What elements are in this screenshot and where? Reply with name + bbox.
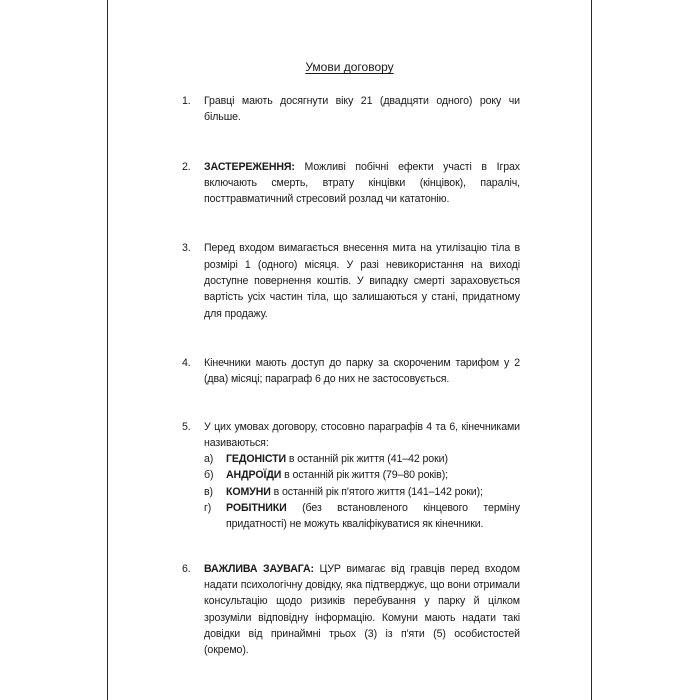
sub-text: в останній рік життя (41–42 роки) <box>286 453 448 466</box>
terms-list <box>182 93 520 691</box>
sub-heading: КОМУНИ <box>226 485 271 498</box>
page-title: Умови договору <box>305 60 394 74</box>
term-number: 2. <box>182 160 191 173</box>
sub-letter: г) <box>204 502 212 515</box>
term-item-1 <box>182 93 520 126</box>
sub-heading: РОБІТНИКИ <box>226 502 287 515</box>
term-heading: ЗАСТЕРЕЖЕННЯ: <box>204 160 295 173</box>
term-item-3 <box>182 240 520 321</box>
sub-item-d <box>204 500 520 533</box>
term-text: Перед входом вимагається внесення мита на утилізацію тіла в розмірі 1 (одного) місяця. У разі невикористання на виході доступне повернення коштів. У випадку смерті зараховується вартість усіх частин тіла, що залишаються у стані, придатному для продажу. <box>204 242 520 320</box>
sub-heading: ГЕДОНІСТИ <box>226 453 287 466</box>
term-number: 4. <box>182 356 191 369</box>
term-text: Гравці мають досягнути віку 21 (двадцяти одного) року чи більше. <box>204 95 520 124</box>
term-heading: ВАЖЛИВА ЗАУВАГА: <box>204 562 314 575</box>
term-number: 6. <box>182 562 191 575</box>
term-text: У цих умовах договору, стосовно параграфів 4 та 6, кінечниками називаються: <box>204 420 520 449</box>
term-item-4 <box>182 355 520 388</box>
sub-text: (без встановленого кінцевого терміну придатності) не можуть кваліфікуватися як кінечники. <box>226 502 520 531</box>
sub-item-c <box>204 484 520 500</box>
term-text: Кінечники мають доступ до парку за скороченим тарифом у 2 (два) місяці; параграф 6 до них не застосовується. <box>204 356 520 386</box>
sub-letter: б) <box>204 469 214 482</box>
sub-letter: а) <box>204 453 214 466</box>
term-item-2 <box>182 159 520 208</box>
sub-text: в останній рік п'ятого життя (141–142 роки); <box>270 485 483 498</box>
sub-text: в останній рік життя (79–80 років); <box>281 469 448 482</box>
sub-item-a <box>204 451 520 467</box>
sub-heading: АНДРОЇДИ <box>226 469 282 482</box>
term-item-5 <box>182 419 520 533</box>
term-text: Можливі побічні ефекти участі в Іграх включають смерть, втрату кінцівки (кінцівок), параліч, посттравматичний стресовий розлад чи кататонію. <box>204 160 520 206</box>
sub-item-b <box>204 467 520 483</box>
document-page <box>107 0 592 700</box>
term-number: 3. <box>182 242 191 255</box>
term-number: 5. <box>182 420 191 433</box>
term-text: ЦУР вимагає від гравців перед входом надати психологічну довідку, яка підтверджує, що вони отримали консультацію щодо ризиків перебування у парку й цілком зрозуміли відповідну інформацію. Комуни мають надати такі довідки від принаймні трьох (3) із п'яти (5) особистостей (окремо). <box>204 562 520 657</box>
sub-letter: в) <box>204 485 213 498</box>
term-number: 1. <box>182 95 191 107</box>
term-item-6 <box>182 561 520 659</box>
